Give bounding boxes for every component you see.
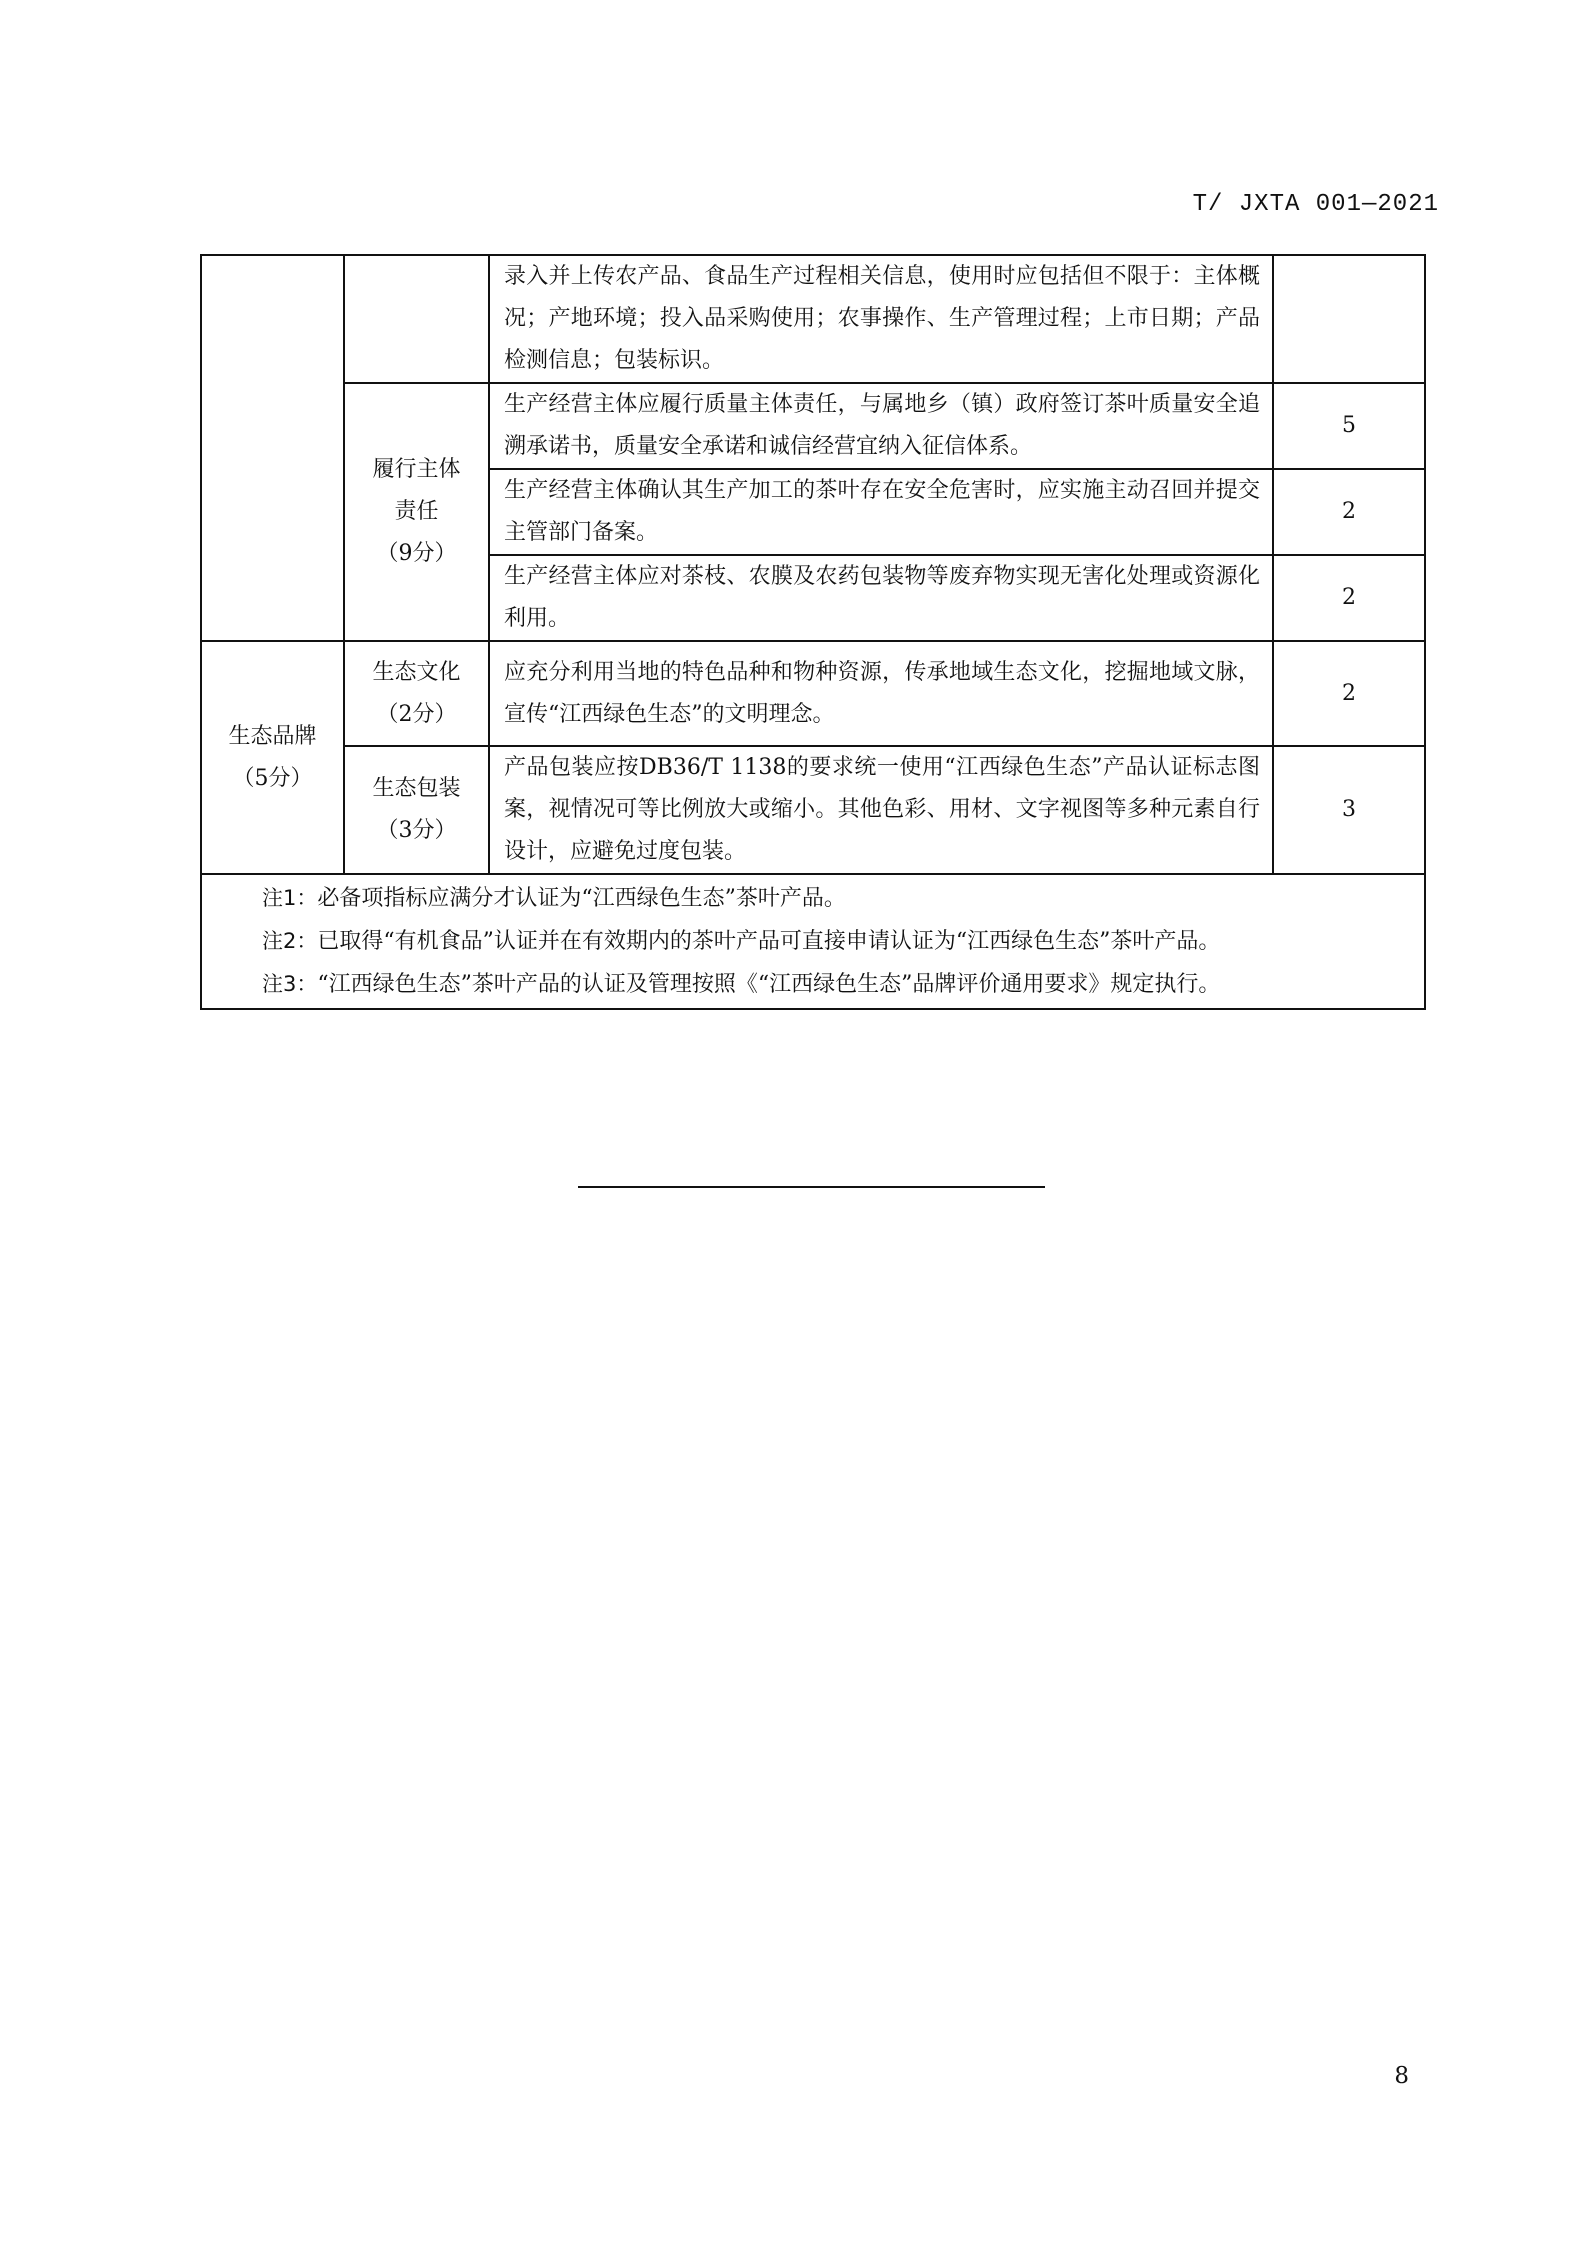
category-cell-brand [201, 641, 344, 874]
subcategory-cell-duty [344, 383, 489, 641]
note-1 [262, 877, 1424, 920]
score-cell: 5 [1273, 383, 1425, 469]
table-row [201, 383, 1425, 469]
note-text: 必备项指标应满分才认证为“江西绿色生态”茶叶产品。 [317, 886, 846, 911]
subcategory-points: （3分） [376, 818, 457, 843]
score-cell [1273, 255, 1425, 383]
category-cell-empty [201, 255, 344, 641]
note-text: “江西绿色生态”茶叶产品的认证及管理按照《“江西绿色生态”品牌评价通用要求》规定执行。 [317, 972, 1221, 997]
note-2 [262, 920, 1424, 963]
requirement-cell: 生产经营主体应履行质量主体责任，与属地乡（镇）政府签订茶叶质量安全追溯承诺书，质量安全承诺和诚信经营宜纳入征信体系。 [489, 383, 1273, 469]
requirement-cell: 产品包装应按DB36/T 1138的要求统一使用“江西绿色生态”产品认证标志图案，视情况可等比例放大或缩小。其他色彩、用材、文字视图等多种元素自行设计，应避免过度包装。 [489, 746, 1273, 874]
subcategory-cell-empty [344, 255, 489, 383]
end-divider [578, 1186, 1045, 1188]
requirement-cell: 生产经营主体确认其生产加工的茶叶存在安全危害时，应实施主动召回并提交主管部门备案。 [489, 469, 1273, 555]
note-text: 已取得“有机食品”认证并在有效期内的茶叶产品可直接申请认证为“江西绿色生态”茶叶产品。 [317, 929, 1221, 954]
page-number: 8 [1394, 2063, 1409, 2089]
note-label: 注2： [262, 929, 318, 953]
note-label: 注3： [262, 972, 318, 996]
score-cell: 2 [1273, 469, 1425, 555]
score-cell: 2 [1273, 641, 1425, 746]
subcategory-label: 履行主体 [372, 457, 461, 482]
subcategory-cell-culture [344, 641, 489, 746]
category-points: （5分） [232, 765, 313, 791]
notes-cell [201, 874, 1425, 1009]
subcategory-points: （9分） [376, 541, 457, 566]
table-row [201, 255, 1425, 383]
category-label: 生态品牌 [228, 723, 317, 749]
requirement-cell: 生产经营主体应对茶枝、农膜及农药包装物等废弃物实现无害化处理或资源化利用。 [489, 555, 1273, 641]
subcategory-label: 责任 [394, 499, 439, 524]
evaluation-table [200, 254, 1426, 1010]
note-label: 注1： [262, 886, 318, 910]
subcategory-label: 生态文化 [372, 659, 461, 685]
subcategory-points: （2分） [376, 701, 457, 727]
table-row-notes [201, 874, 1425, 1009]
table-row [201, 641, 1425, 746]
score-cell: 3 [1273, 746, 1425, 874]
document-code: T/ JXTA 001—2021 [1192, 191, 1439, 218]
subcategory-label: 生态包装 [372, 776, 461, 801]
subcategory-cell-packaging [344, 746, 489, 874]
score-cell: 2 [1273, 555, 1425, 641]
requirement-cell: 应充分利用当地的特色品种和物种资源，传承地域生态文化，挖掘地域文脉，宣传“江西绿色生态”的文明理念。 [489, 641, 1273, 746]
table-row [201, 746, 1425, 874]
requirement-cell: 录入并上传农产品、食品生产过程相关信息，使用时应包括但不限于：主体概况；产地环境；投入品采购使用；农事操作、生产管理过程；上市日期；产品检测信息；包装标识。 [489, 255, 1273, 383]
note-3 [262, 963, 1424, 1006]
